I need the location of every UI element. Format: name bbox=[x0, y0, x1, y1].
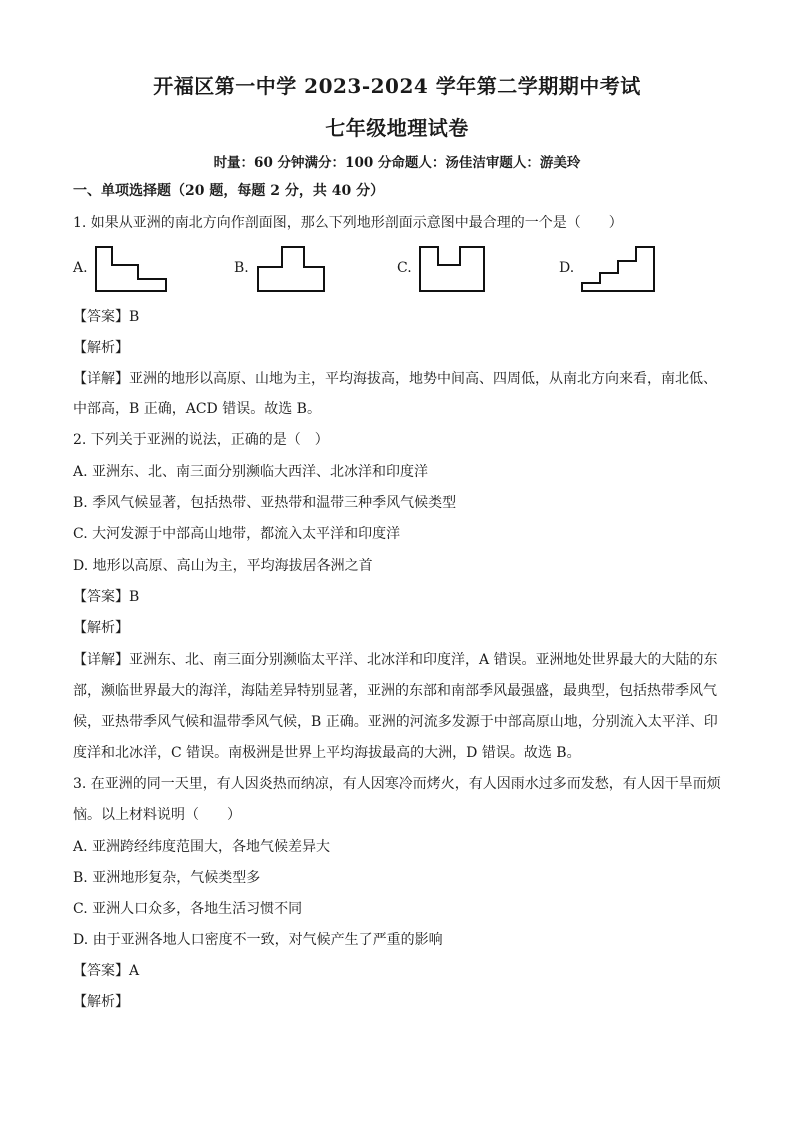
q1-option-d-figure bbox=[578, 243, 660, 295]
q2-detail-line: 【详解】亚洲东、北、南三面分别濒临太平洋、北冰洋和印度洋，A 错误。亚洲地处世界最大的大陆的东 bbox=[73, 652, 718, 668]
q1-option-a-figure bbox=[92, 243, 174, 295]
q1-detail-line: 【详解】亚洲的地形以高原、山地为主，平均海拔高，地势中间高、四周低，从南北方向来看，南北低、 bbox=[73, 371, 717, 387]
q2-answer: 【答案】B bbox=[73, 589, 140, 605]
q2-option-a: A. 亚洲东、北、南三面分别濒临大西洋、北冰洋和印度洋 bbox=[73, 464, 429, 480]
q1-answer: 【答案】B bbox=[73, 309, 140, 325]
q2-option-c: C. 大河发源于中部高山地带，都流入太平洋和印度洋 bbox=[73, 526, 401, 542]
q1-option-b-figure bbox=[254, 243, 330, 295]
q3-option-a: A. 亚洲跨经纬度范围大，各地气候差异大 bbox=[73, 839, 331, 855]
q2-detail-line: 度洋和北冰洋，C 错误。南极洲是世界上平均海拔最高的大洲，D 错误。故选 B。 bbox=[73, 745, 581, 761]
q3-stem: 恼。以上材料说明（ ） bbox=[73, 807, 241, 823]
section-heading: 一、单项选择题（20 题，每题 2 分，共 40 分） bbox=[73, 183, 385, 199]
q3-stem: 3. 在亚洲的同一天里，有人因炎热而纳凉，有人因寒冷而烤火，有人因雨水过多而发愁，有人因干旱而烦 bbox=[73, 776, 721, 792]
q3-analysis: 【解析】 bbox=[73, 994, 129, 1010]
q1-option-c-label: C. bbox=[397, 260, 412, 276]
page-title: 开福区第一中学 2023-2024 学年第二学期期中考试 bbox=[153, 74, 641, 98]
q1-detail-line: 中部高，B 正确，ACD 错误。故选 B。 bbox=[73, 401, 321, 417]
q3-option-d: D. 由于亚洲各地人口密度不一致，对气候产生了严重的影响 bbox=[73, 932, 443, 948]
q2-stem: 2. 下列关于亚洲的说法，正确的是（ ） bbox=[73, 432, 329, 448]
q1-option-a-label: A. bbox=[73, 260, 88, 276]
q1-analysis: 【解析】 bbox=[73, 340, 129, 356]
q1-option-c-figure bbox=[416, 243, 492, 295]
q2-detail-line: 部，濒临世界最大的海洋，海陆差异特别显著，亚洲的东部和南部季风最强盛，最典型，包括热带季风气 bbox=[73, 683, 717, 699]
q1-option-d-label: D. bbox=[559, 260, 575, 276]
q1-stem: 1. 如果从亚洲的南北方向作剖面图，那么下列地形剖面示意图中最合理的一个是（ ） bbox=[73, 215, 623, 231]
q2-option-b: B. 季风气候显著，包括热带、亚热带和温带三种季风气候类型 bbox=[73, 495, 457, 511]
q1-option-b-label: B. bbox=[234, 260, 249, 276]
q3-option-c: C. 亚洲人口众多，各地生活习惯不同 bbox=[73, 901, 303, 917]
q2-detail-line: 候，亚热带季风气候和温带季风气候，B 正确。亚洲的河流多发源于中部高原山地，分别流入太平洋、印 bbox=[73, 714, 718, 730]
page-subtitle: 七年级地理试卷 bbox=[325, 116, 469, 140]
q2-option-d: D. 地形以高原、高山为主，平均海拔居各洲之首 bbox=[73, 558, 373, 574]
q2-analysis: 【解析】 bbox=[73, 620, 129, 636]
q3-answer: 【答案】A bbox=[73, 963, 140, 979]
exam-meta: 时量：60 分钟满分：100 分命题人：汤佳洁审题人：游美玲 bbox=[213, 155, 581, 171]
q3-option-b: B. 亚洲地形复杂，气候类型多 bbox=[73, 870, 261, 886]
